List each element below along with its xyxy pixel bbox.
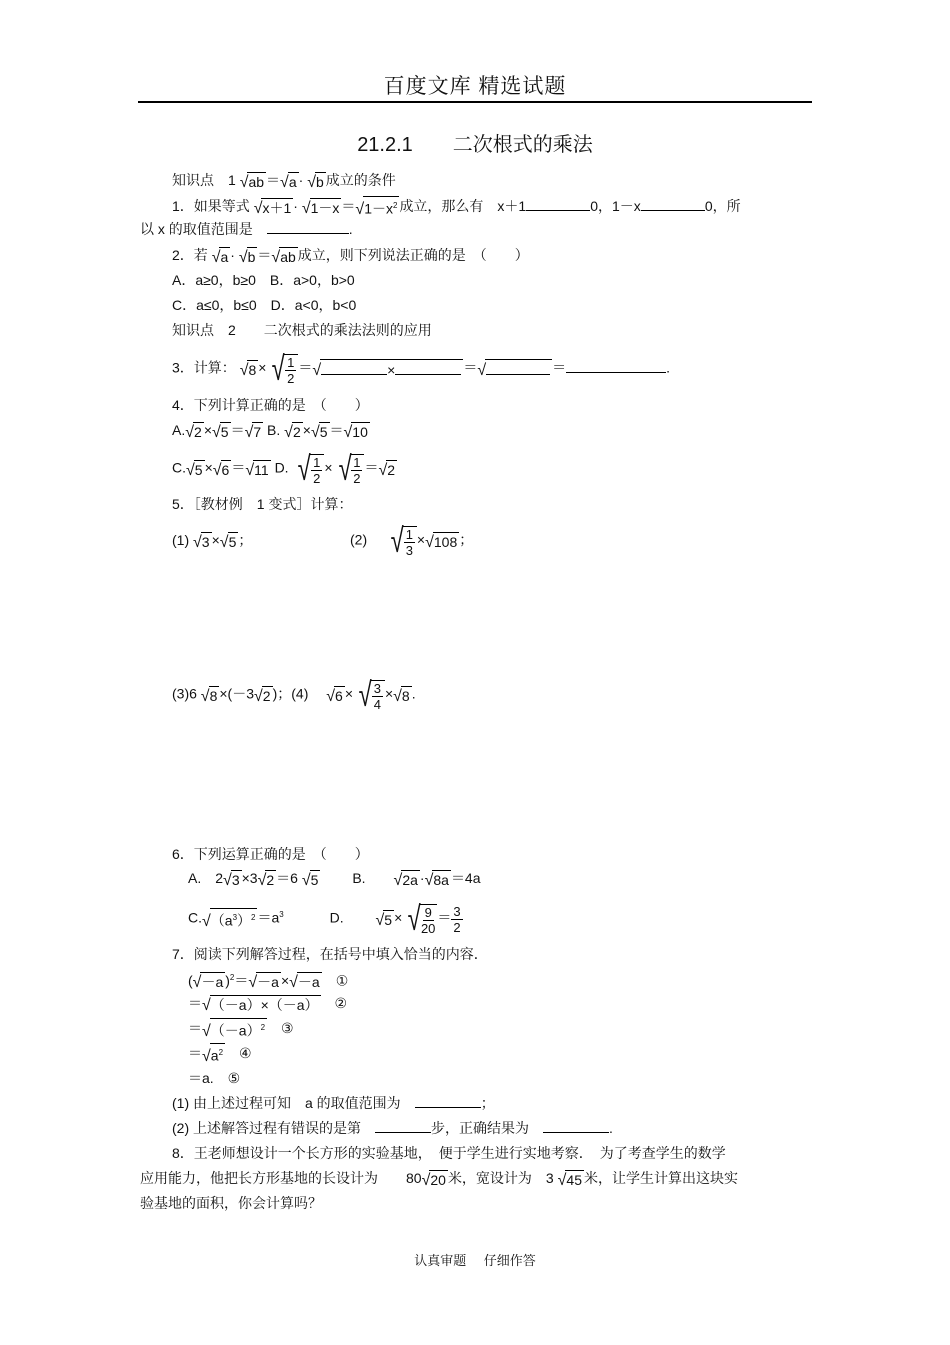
q7-sub1-text: (1) 由上述过程可知 a 的取值范围为	[172, 1095, 401, 1111]
radical: √ x＋1	[253, 199, 292, 217]
q2-text: 成立，则下列说法正确的是 （ ）	[297, 247, 529, 263]
step-marker: ③	[281, 1020, 294, 1036]
header-rule	[138, 101, 812, 103]
radical: √ －a	[248, 974, 279, 992]
q1-end: .	[348, 221, 353, 237]
q4-options-cd: C. √ 5 × √ 6 ＝ √ 11 D. √ $\frac{1}{2}$ × √ $\frac{1}{2}$ ＝ √ 2	[172, 450, 396, 488]
option-d[interactable]: D.	[329, 909, 344, 926]
q7-step-4: ＝ √ $a^2$ ④	[188, 1045, 252, 1066]
radical: √ ab	[239, 173, 265, 191]
answer-blank[interactable]	[641, 196, 705, 211]
answer-blank[interactable]	[375, 1118, 431, 1133]
radical: √ $1-x^2$	[355, 196, 399, 218]
q8-text: 应用能力，他把长方形基地的长设计为 80	[140, 1170, 422, 1186]
q2-options-ab	[172, 270, 355, 290]
radical: √ 108	[425, 533, 458, 551]
q7-step-3: ＝ √ $(-a)^2$ ③	[188, 1020, 294, 1041]
q1-mid: 成立，那么有 x＋1	[399, 198, 527, 214]
question-5: 5．［教材例 1 变式］计算：	[172, 496, 353, 512]
radical: √ 5	[219, 533, 237, 551]
radical: √ 11	[245, 461, 269, 479]
knowledge-point-1: 知识点 1 √ ab ＝ √ a · √ b 成立的条件	[172, 172, 396, 191]
radical: √	[477, 359, 552, 379]
radical: √ 45	[557, 1171, 582, 1189]
q7-sub2b-text: 步，正确结果为	[431, 1120, 529, 1136]
q4-options-ab: A. √ 2 × √ 5 ＝ √ 7 B. √ 2 × √ 5 ＝ √ 10	[172, 422, 368, 441]
radical: √ 20	[421, 1171, 446, 1189]
question-6: 6．下列运算正确的是 （ ）	[172, 846, 369, 862]
answer-blank[interactable]	[526, 196, 590, 211]
kp1-label: 知识点 1	[172, 172, 236, 188]
radical: √ －a	[289, 974, 320, 992]
radical: √ 8	[239, 361, 257, 379]
radical: √ 5	[375, 911, 393, 929]
answer-blank[interactable]	[543, 1118, 609, 1133]
option-a[interactable]: A．a≥0，b≥0	[172, 272, 256, 288]
radical: √ $\frac{1}{2}$	[266, 352, 298, 386]
question-7: 7．阅读下列解答过程，在括号中填入恰当的内容．	[172, 946, 488, 962]
q7-step-5: ＝a. ⑤	[188, 1070, 241, 1086]
radical: √ 10	[343, 423, 368, 441]
q3-number: 3．计算：	[172, 359, 236, 376]
radical: √ b	[238, 248, 256, 266]
radical: √ $a^2$	[202, 1043, 225, 1065]
answer-blank[interactable]	[566, 358, 666, 373]
radical: √ 5	[310, 423, 328, 441]
step-marker: ②	[334, 995, 348, 1011]
q5-part-3-4: (3)6 √ 8 ×(－3 √ 2 )；(4) √ 6 × √ $\frac{3}{4}$ × √ 8 .	[172, 676, 416, 714]
radical: √ $(-a)^2$	[202, 1018, 267, 1040]
part-label: (3)6	[172, 685, 197, 702]
section-title: 21.2.1 二次根式的乘法	[357, 134, 593, 156]
answer-blank[interactable]	[267, 219, 349, 234]
option-b[interactable]: B.	[267, 422, 281, 438]
radical: √ $(a^3)^2$	[202, 908, 257, 930]
radical: √ 8	[200, 687, 218, 705]
option-c[interactable]: C.	[188, 909, 202, 926]
radical: √ 5	[301, 871, 319, 889]
question-4: 4．下列计算正确的是 （ ）	[172, 397, 369, 413]
q1-b: 0，1－x	[590, 198, 641, 214]
q2-options-cd	[172, 295, 356, 315]
q5-part-2: (2) √ $\frac{1}{3}$ × √ 108 ；	[350, 522, 474, 560]
option-c[interactable]: C.	[172, 459, 186, 476]
radical: √ －a	[192, 974, 224, 992]
option-a[interactable]: A.	[188, 870, 202, 886]
question-8-line3: 验基地的面积，你会计算吗？	[140, 1195, 322, 1211]
step-marker: ④	[239, 1045, 252, 1061]
q1-number: 1．如果等式	[172, 198, 250, 214]
radical: √ 2	[378, 461, 396, 479]
answer-blank[interactable]	[395, 360, 461, 375]
radical: √ $\frac{1}{2}$	[292, 452, 324, 486]
radical: √ ab	[271, 248, 296, 266]
q1-line2: 以 x 的取值范围是	[140, 221, 253, 237]
question-8-line2	[140, 1168, 738, 1189]
radical: √ 3	[223, 871, 240, 889]
radical: √ 8	[393, 687, 410, 705]
radical: √ （－a）×（－a）	[202, 996, 319, 1014]
part-label: (1)	[172, 532, 190, 548]
radical: √ 2	[185, 423, 202, 441]
radical: √ $\frac{3}{4}$	[353, 678, 385, 712]
option-b[interactable]: B．a>0，b>0	[269, 272, 355, 288]
part-label: (2)	[350, 531, 368, 548]
kp1-text: 成立的条件	[325, 172, 396, 188]
part-label: ；(4)	[277, 685, 309, 702]
option-d[interactable]: D.	[274, 459, 289, 476]
q8-text: 米，宽设计为 3	[447, 1170, 554, 1186]
radical: √ $\frac{9}{20}$	[407, 900, 436, 938]
q7-sub-1: (1) 由上述过程可知 a 的取值范围为 ；	[172, 1095, 495, 1111]
q5-part-1: (1) √ 3 × √ 5 ；	[172, 532, 253, 551]
option-b[interactable]: B.	[352, 870, 366, 886]
answer-blank[interactable]	[486, 360, 550, 375]
option-a[interactable]: A.	[172, 422, 186, 438]
radical: √ 2	[284, 423, 301, 441]
radical: √ 6	[212, 461, 230, 479]
answer-blank[interactable]	[415, 1093, 481, 1108]
option-c[interactable]: C．a≤0，b≤0	[172, 297, 257, 313]
radical: √ 7	[244, 423, 262, 441]
q6-options-ab: A. 2 √ 3 ×3 √ 2 ＝6 √ 5 B. √ 2a · √ 8a ＝4a	[188, 870, 481, 889]
question-2: 2．若 √ a · √ b ＝ √ ab 成立，则下列说法正确的是 （ ）	[172, 247, 529, 266]
q7-step-2: ＝ √ （－a）×（－a） ②	[188, 995, 348, 1014]
radical: √ 8a	[424, 871, 449, 889]
step-marker: ①	[335, 972, 349, 989]
radical: √ $\frac{1}{2}$	[333, 452, 365, 486]
radical: √ 3	[193, 533, 210, 551]
q2-number: 2．若	[172, 247, 208, 263]
question-8: 8．王老师想设计一个长方形的实验基地， 便于学生进行实地考察． 为了考查学生的数学	[172, 1145, 726, 1161]
question-1: 1．如果等式 √ x＋1 · √ 1－x ＝ √ $1-x^2$ 成立，那么有 x＋1 0，1－x 0，所	[172, 198, 741, 219]
page-header: 百度文库 精选试题	[383, 75, 567, 98]
knowledge-point-2: 知识点 2 二次根式的乘法法则的应用	[172, 322, 432, 338]
q7-step-1: ( √ －a )$^2$＝ √ －a × √ －a ①	[188, 972, 349, 992]
q7-sub-2: (2) 上述解答过程有错误的是第 步，正确结果为 .	[172, 1120, 613, 1136]
radical: √ 2	[257, 871, 275, 889]
radical: √ a	[211, 248, 229, 266]
radical: √ 1－x	[301, 199, 340, 217]
radical: √ $\frac{1}{3}$	[385, 524, 417, 558]
radical: √ b	[307, 173, 324, 191]
radical: √ 2a	[393, 871, 418, 889]
question-3: 3．计算： √ 8 × √ $\frac{1}{2}$ ＝ √ × ＝ √ ＝ .	[172, 350, 670, 388]
option-d[interactable]: D．a<0，b<0	[270, 297, 357, 313]
radical: √ a	[280, 173, 297, 191]
radical: √ 5	[212, 423, 229, 441]
answer-blank[interactable]	[321, 360, 387, 375]
q7-sub2-text: (2) 上述解答过程有错误的是第	[172, 1120, 361, 1136]
page-footer: 认真审题 仔细作答	[414, 1253, 536, 1268]
radical: √ 5	[186, 461, 203, 479]
q1-c: 0，所	[704, 198, 741, 214]
q8-text: 米，让学生计算出这块实	[583, 1170, 738, 1186]
radical: √ 2	[254, 687, 271, 705]
q6-options-cd: C. √ $(a^3)^2$ $=a^3$ D. √ 5 × √ $\frac{9}{20}$ ＝ $\frac{3}{2}$	[188, 900, 461, 938]
radical: √ ×	[312, 359, 463, 379]
radical: √ 6	[326, 687, 343, 705]
question-1-line2	[140, 219, 353, 239]
